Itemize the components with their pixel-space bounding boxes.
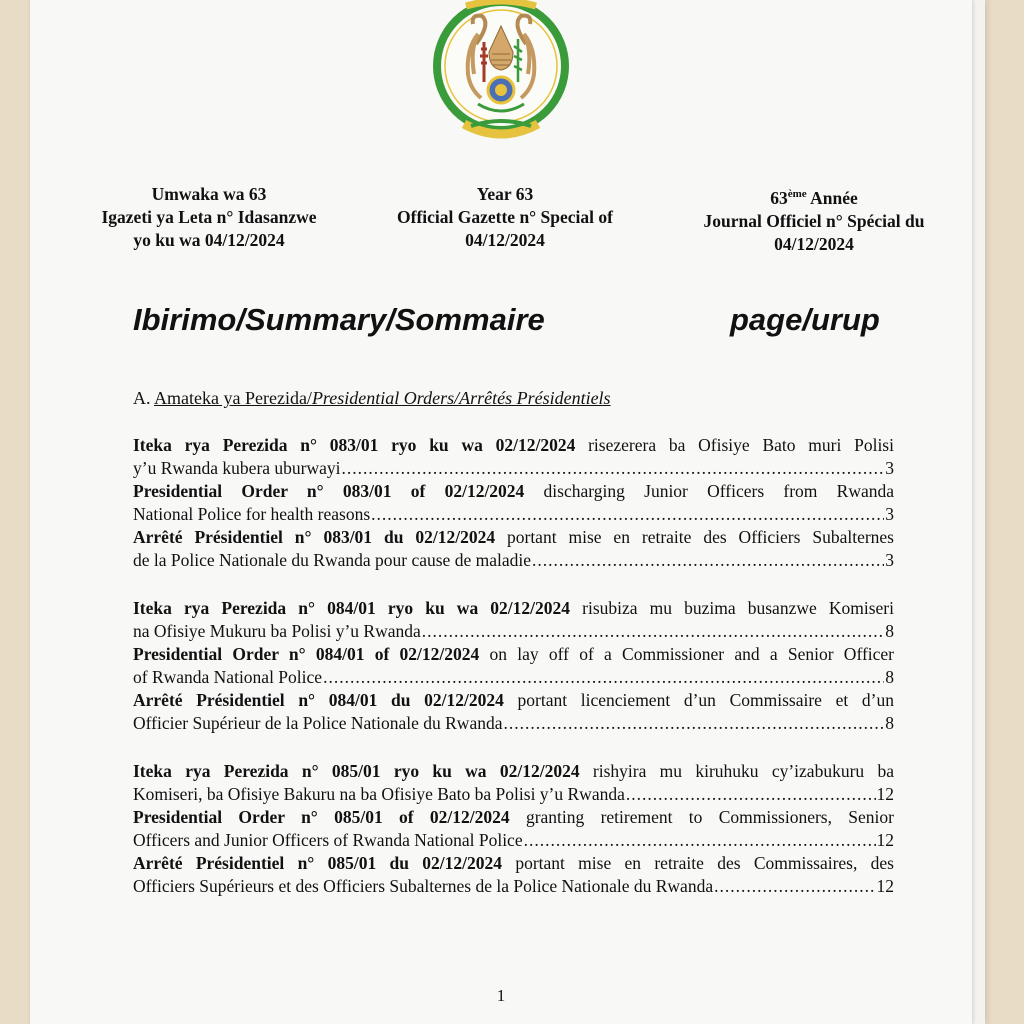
rwanda-coat-of-arms-seal — [426, 0, 576, 154]
header-rw-date: yo ku wa 04/12/2024 — [133, 230, 285, 250]
header-rw-year: Umwaka wa 63 — [151, 184, 267, 204]
header-en-year: Year 63 — [476, 184, 534, 204]
summary-title: Ibirimo/Summary/Sommaire — [133, 302, 545, 337]
toc-entry[interactable]: Presidential Order n° 085/01 of 02/12/2024 granting retirement to Commissioners, Senior Officers and Junior Officers of Rwanda National Police ..... 12 — [133, 806, 894, 852]
leader-dots — [524, 829, 876, 852]
header-french — [680, 183, 948, 256]
header-kinyarwanda — [78, 183, 340, 252]
toc-entry[interactable]: Iteka rya Perezida n° 085/01 ryo ku wa 02/12/2024 rishyira mu kiruhuku cy’izabukuru ba Komiseri, ba Ofisiye Bakuru na ba Ofisiye Bato ba Polisi y’u Rwanda ..... 12 — [133, 760, 894, 806]
leader-dots — [503, 712, 884, 735]
toc-entry[interactable]: Presidential Order n° 083/01 of 02/12/2024 discharging Junior Officers from Rwanda National Police for health reasons ..... 3 — [133, 480, 894, 526]
page-number: 12 — [876, 830, 894, 850]
header-fr-date: 04/12/2024 — [774, 233, 854, 254]
toc-entry[interactable]: Arrêté Présidentiel n° 084/01 du 02/12/2024 portant licenciement d’un Commissaire et d’un Officier Supérieur de la Police Nationale du Rwanda ..... 8 — [133, 689, 894, 735]
leader-dots — [422, 620, 885, 643]
toc-entry[interactable]: Arrêté Présidentiel n° 085/01 du 02/12/2024 portant mise en retraite des Commissaires, des Officiers Supérieurs et des Officiers Subalternes de la Police Nationale du Rwanda ..... 12 — [133, 852, 894, 898]
page-number: 8 — [885, 667, 894, 687]
toc-group-085 — [133, 760, 894, 898]
page-footer-number: 1 — [496, 986, 506, 1005]
page-number: 12 — [876, 784, 894, 804]
header-rw-gazette: Igazeti ya Leta n° Idasanzwe — [101, 207, 317, 227]
header-en-date: 04/12/2024 — [465, 230, 545, 250]
leader-dots — [323, 666, 884, 689]
header-english — [365, 183, 645, 252]
page-number: 3 — [885, 458, 894, 478]
toc-entry[interactable]: Iteka rya Perezida n° 083/01 ryo ku wa 02/12/2024 risezerera ba Ofisiye Bato muri Polisi y’u Rwanda kubera uburwayi ..... 3 — [133, 434, 894, 480]
toc-group-083 — [133, 434, 894, 572]
toc-entry[interactable]: Iteka rya Perezida n° 084/01 ryo ku wa 02/12/2024 risubiza mu buzima busanzwe Komiseri na Ofisiye Mukuru ba Polisi y’u Rwanda ..... 8 — [133, 597, 894, 643]
page-number: 3 — [885, 550, 894, 570]
section-a-heading: A. Amateka ya Perezida/Presidential Orders/Arrêtés Présidentiels — [133, 388, 611, 408]
header-fr-year: 63ème Année — [770, 187, 858, 208]
page-column-label: page/urup — [730, 302, 880, 337]
leader-dots — [342, 457, 885, 480]
leader-dots — [714, 875, 875, 898]
toc-group-084 — [133, 597, 894, 735]
page-number: 8 — [885, 713, 894, 733]
header-en-gazette: Official Gazette n° Special of — [397, 207, 613, 227]
toc-entry[interactable]: Arrêté Présidentiel n° 083/01 du 02/12/2024 portant mise en retraite des Officiers Subalternes de la Police Nationale du Rwanda pour cause de maladie ..... 3 — [133, 526, 894, 572]
gazette-page — [30, 0, 972, 1024]
leader-dots — [371, 503, 884, 526]
header-fr-gazette: Journal Officiel n° Spécial du — [703, 210, 925, 231]
page-number: 12 — [876, 876, 894, 896]
page-number: 8 — [885, 621, 894, 641]
page-number: 3 — [885, 504, 894, 524]
leader-dots — [532, 549, 884, 572]
toc-entry[interactable]: Presidential Order n° 084/01 of 02/12/2024 on lay off of a Commissioner and a Senior Officer of Rwanda National Police ..... 8 — [133, 643, 894, 689]
leader-dots — [626, 783, 876, 806]
